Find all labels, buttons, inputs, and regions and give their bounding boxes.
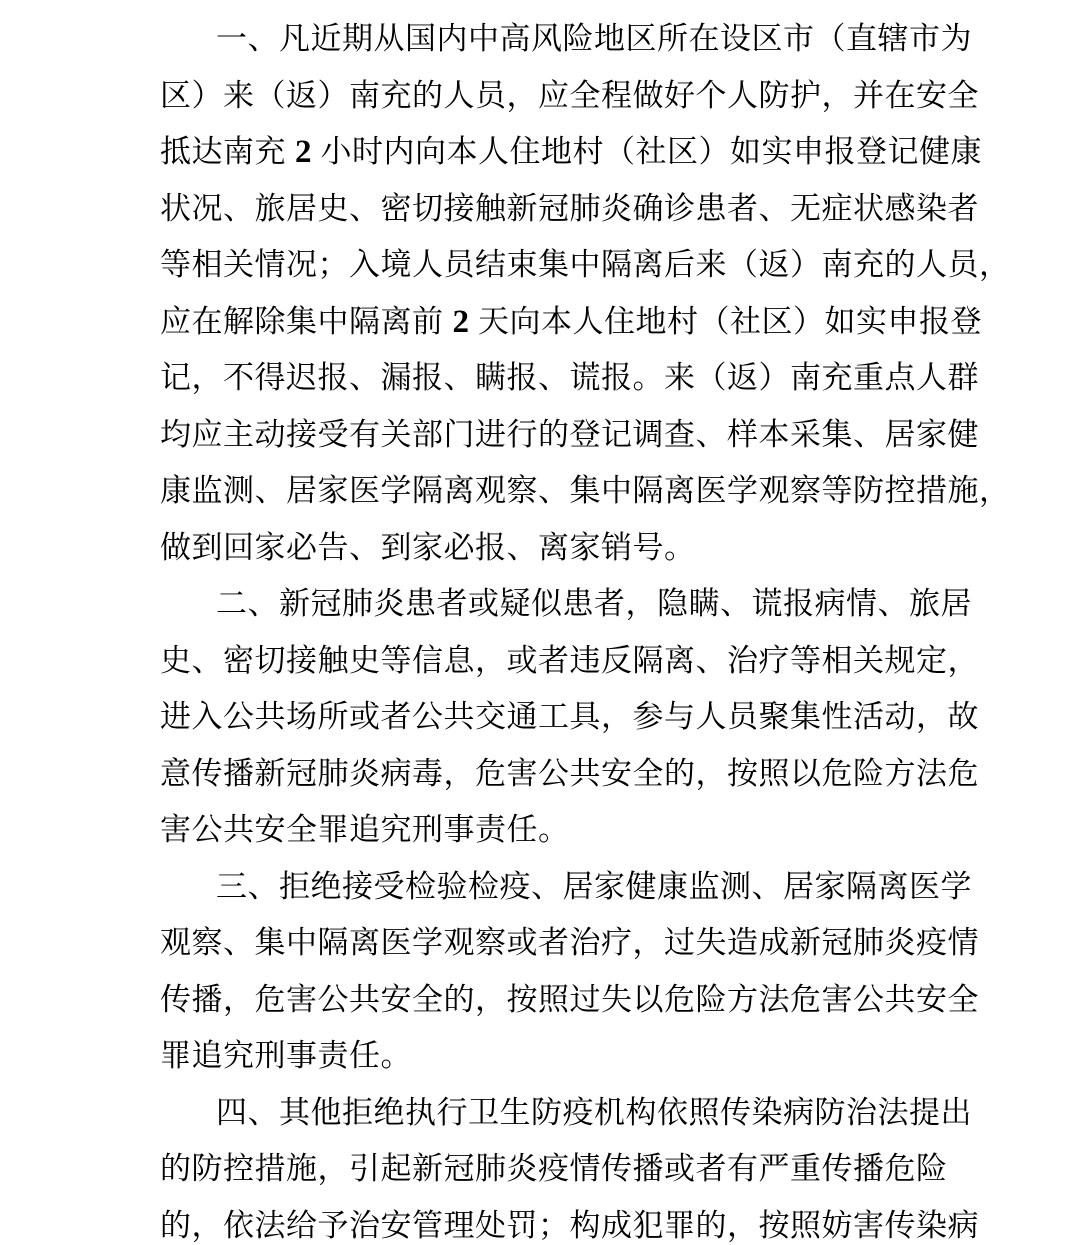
text-line: 意传播新冠肺炎病毒，危害公共安全的，按照以危险方法危 — [160, 755, 979, 791]
text-line: 二、新冠肺炎患者或疑似患者，隐瞒、谎报病情、旅居 — [216, 586, 972, 621]
text-line: 状况、旅居史、密切接触新冠肺炎确诊患者、无症状感染者 — [160, 190, 979, 226]
text-line: 康监测、居家医学隔离观察、集中隔离医学观察等防控措施， — [160, 473, 1011, 508]
text-line: 四、其他拒绝执行卫生防疫机构依照传染病防治法提出 — [216, 1094, 972, 1130]
paragraph-1 — [160, 11, 1011, 576]
text-segment: 小时内向本人住地村（社区）如实申报登记健康 — [320, 134, 982, 169]
text-line: 的防控措施，引起新冠肺炎疫情传播或者有严重传播危险 — [160, 1151, 948, 1186]
paragraph-3 — [160, 859, 979, 1085]
text-line: 均应主动接受有关部门进行的登记调查、样本采集、居家健 — [160, 416, 979, 452]
bold-number: 2 — [452, 303, 469, 340]
text-segment: 应在解除集中隔离前 — [160, 303, 444, 339]
bold-number: 2 — [295, 134, 312, 170]
text-line: 观察、集中隔离医学观察或者治疗，过失造成新冠肺炎疫情 — [160, 925, 979, 960]
text-line: 等相关情况；入境人员结束集中隔离后来（返）南充的人员， — [160, 247, 1011, 282]
paragraph-2 — [160, 576, 979, 859]
text-line: 三、拒绝接受检验检疫、居家健康监测、居家隔离医学 — [216, 868, 972, 904]
text-line: 做到回家必告、到家必报、离家销号。 — [160, 529, 696, 565]
text-line: 罪追究刑事责任。 — [160, 1038, 412, 1073]
text-line: 史、密切接触史等信息，或者违反隔离、治疗等相关规定， — [160, 642, 979, 678]
text-line: 进入公共场所或者公共交通工具，参与人员聚集性活动，故 — [160, 699, 979, 734]
text-segment: 抵达南充 — [160, 134, 286, 169]
text-segment: 天向本人住地村（社区）如实申报登 — [478, 303, 982, 339]
text-line: 传播，危害公共安全的，按照过失以危险方法危害公共安全 — [160, 981, 979, 1017]
text-line: 害公共安全罪追究刑事责任。 — [160, 812, 570, 847]
document-text-block — [160, 11, 1011, 1245]
text-line: 一、凡近期从国内中高风险地区所在设区市（直辖市为 — [216, 21, 972, 56]
text-line: 记，不得迟报、漏报、瞒报、谎报。来（返）南充重点人群 — [160, 360, 979, 395]
text-line: 区）来（返）南充的人员，应全程做好个人防护，并在安全 — [160, 77, 979, 113]
text-line — [160, 294, 982, 351]
text-line — [160, 124, 982, 181]
paragraph-4 — [160, 1085, 979, 1245]
text-line: 的，依法给予治安管理处罚；构成犯罪的，按照妨害传染病 — [160, 1207, 979, 1243]
